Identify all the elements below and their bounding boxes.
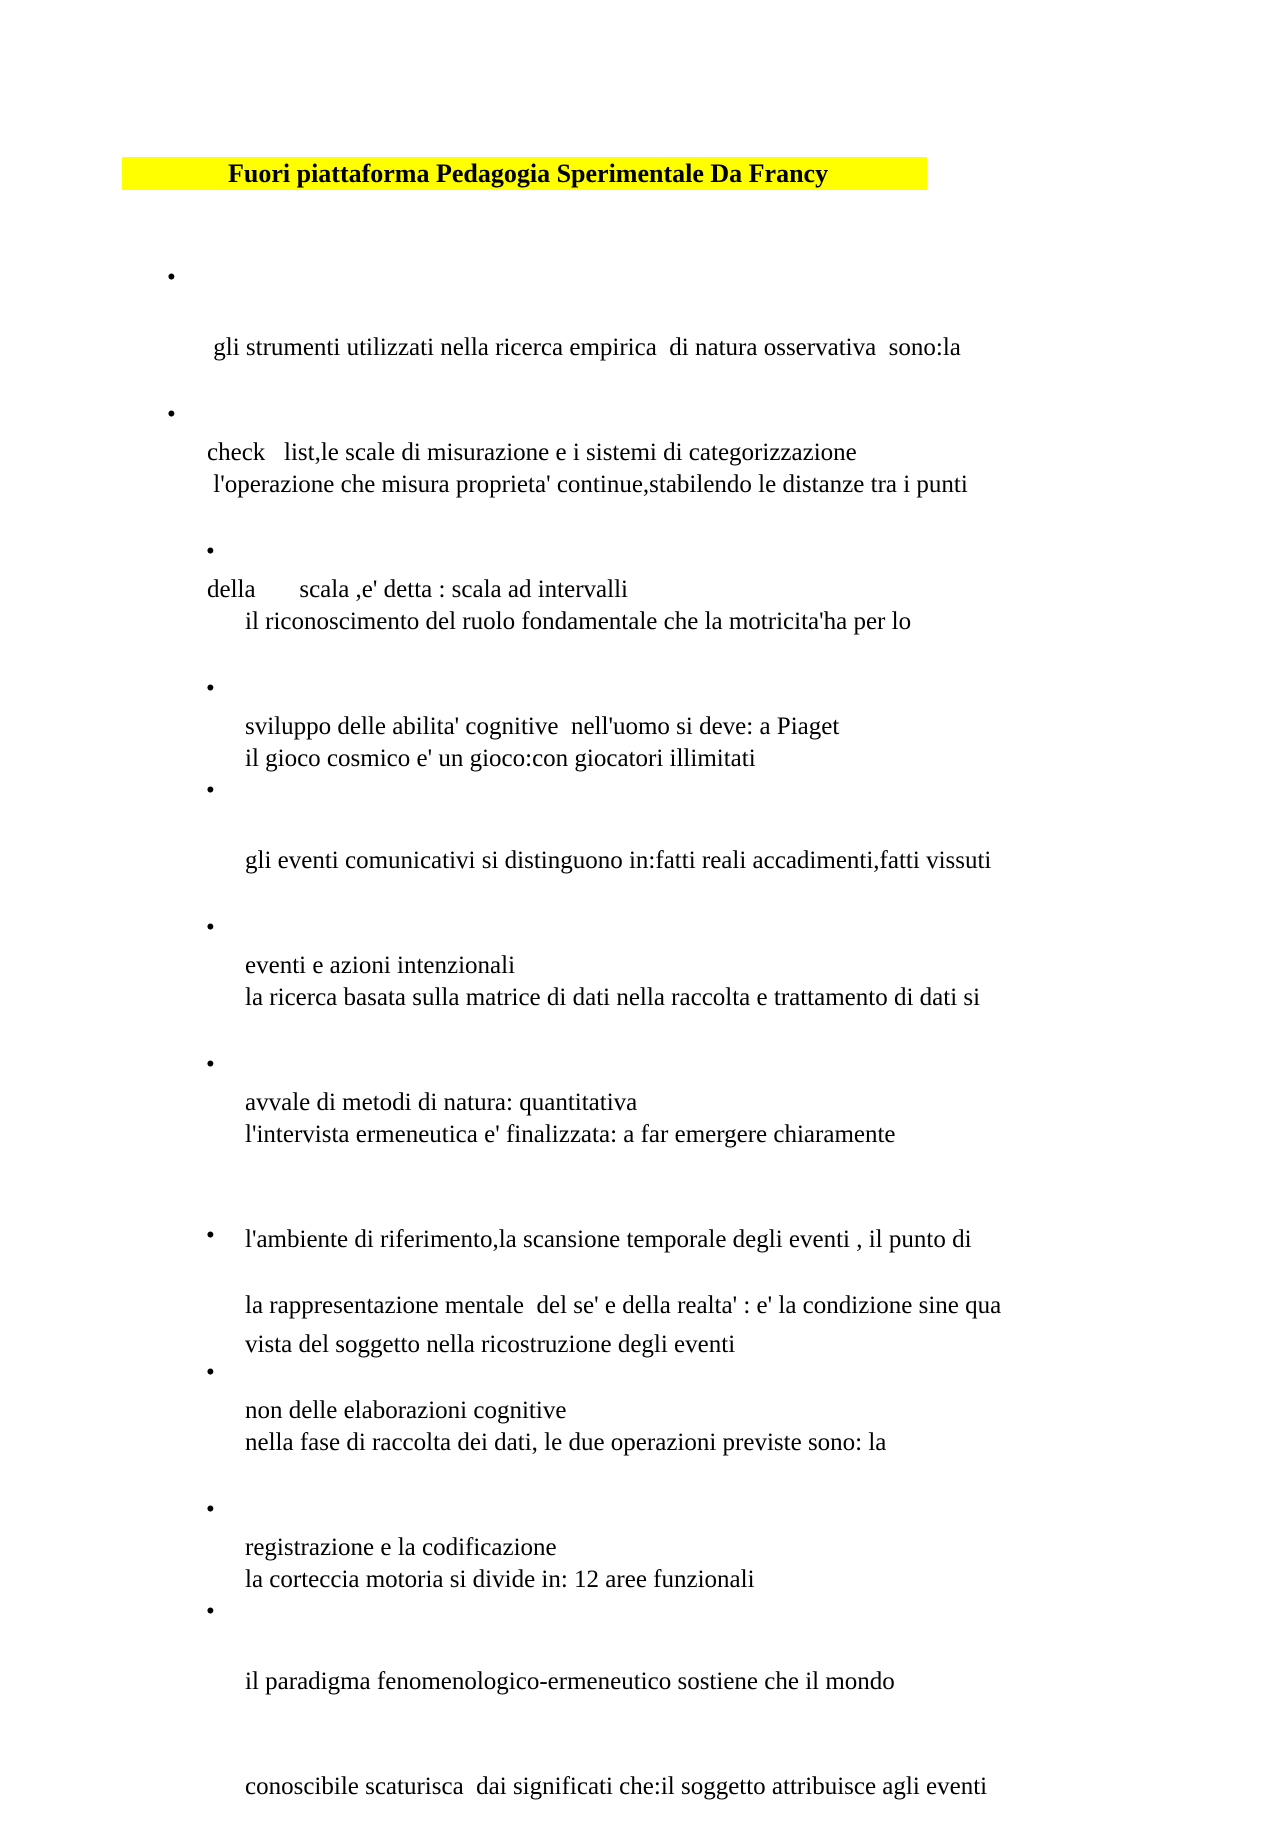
list-item-line: vista del soggetto nella ricostruzione degli eventi [245,1331,736,1358]
bullet-icon: • [206,538,215,565]
list-item-line: il paradigma fenomenologico-ermeneutico sostiene che il mondo [245,1668,895,1695]
list-item-line: della scala ,e' detta : scala ad intervalli [207,576,628,603]
list-item-line: l'operazione che misura proprieta' continue,stabilendo le distanze tra i punti [207,471,968,498]
list-item-line: nella fase di raccolta dei dati, le due operazioni previste sono: la [245,1429,887,1456]
list-item-line: eventi e azioni intenzionali [245,952,516,979]
bullet-icon: • [206,675,215,702]
list-item-line: conoscibile scaturisca dai significati che:il soggetto attribuisce agli eventi [245,1773,988,1800]
list-item-line: la rappresentazione mentale del se' e della realta' : e' la condizione sine qua [245,1292,1002,1319]
list-item-line: registrazione e la codificazione [245,1534,557,1561]
bullet-icon: • [206,1051,215,1078]
bullet-icon: • [206,1222,215,1249]
bullet-icon: • [167,401,176,428]
list-item-line: l'intervista ermeneutica e' finalizzata: a far emergere chiaramente [245,1121,896,1148]
bullet-icon: • [206,914,215,941]
bullet-icon: • [206,1598,215,1625]
list-item-line: la corteccia motoria si divide in: 12 aree funzionali [245,1566,755,1593]
list-item-line: il gioco cosmico e' un gioco:con giocatori illimitati [245,745,756,772]
list-item [245,1594,987,1839]
list-item-line: sviluppo delle abilita' cognitive nell'uomo si deve: a Piaget [245,713,840,740]
document-title: Fuori piattaforma Pedagogia Sperimentale Da Francy [228,159,829,188]
list-item-line: non delle elaborazioni cognitive [245,1397,567,1424]
bullet-icon: • [206,777,215,804]
list-item-line: gli eventi comunicativi si distinguono in:fatti reali accadimenti,fatti vissuti [245,847,992,874]
list-item-line: avvale di metodi di natura: quantitativa [245,1089,638,1116]
bullet-icon: • [206,1496,215,1523]
list-item-line: l'ambiente di riferimento,la scansione temporale degli eventi , il punto di [245,1226,972,1253]
list-item-line: gli strumenti utilizzati nella ricerca empirica di natura osservativa sono:la [207,334,961,361]
bullet-icon: • [167,264,176,291]
list-item-line: il riconoscimento del ruolo fondamentale che la motricita'ha per lo [245,608,912,635]
bullet-icon: • [206,1359,215,1386]
list-item-line: check list,le scale di misurazione e i sistemi di categorizzazione [207,439,857,466]
list-item-line: la ricerca basata sulla matrice di dati nella raccolta e trattamento di dati si [245,984,981,1011]
